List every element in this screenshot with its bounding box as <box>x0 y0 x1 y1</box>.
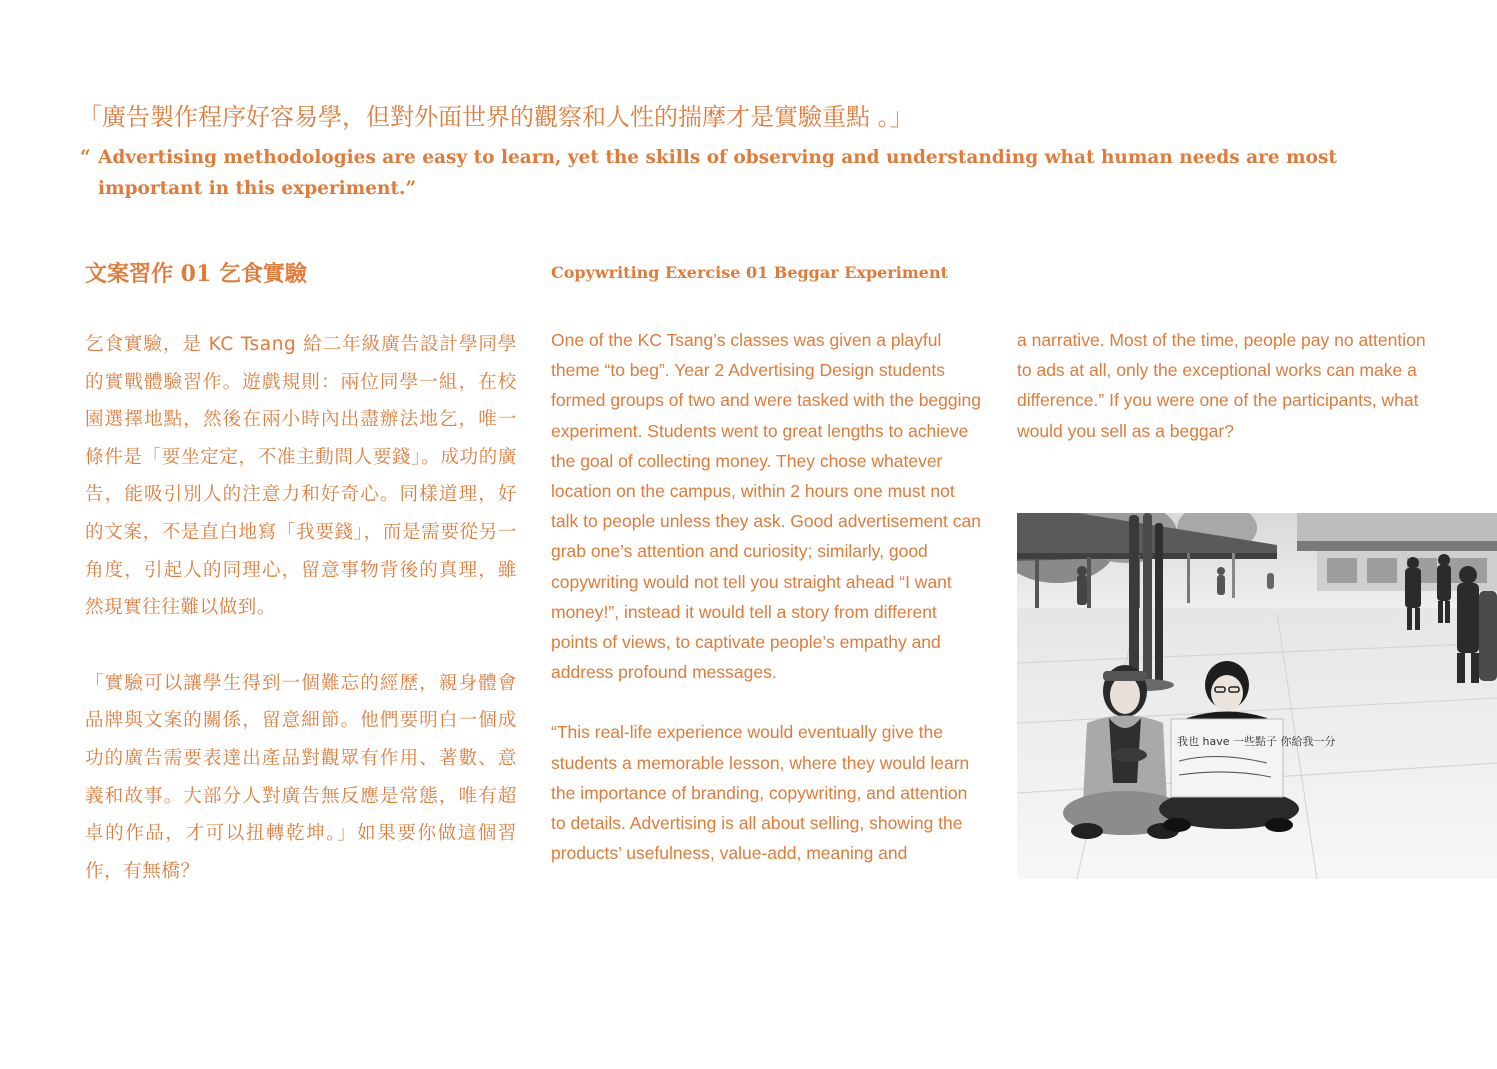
pull-quote-chinese: 「廣告製作程序好容易學，但對外面世界的觀察和人性的揣摩才是實驗重點 。」 <box>78 103 914 131</box>
paragraph-en-1: One of the KC Tsang’s classes was given a playful theme “to beg”. Year 2 Advertising Design students formed groups of two and were tasked with the begging experiment. Students went to great lengths to achieve the goal of collecting money. They chose whatever location on the campus, within 2 hours one must not talk to people unless they ask. Good advertisement can grab one’s attention and curiosity; similarly, good copywriting would not tell you straight ahead “I want money!”, instead it would tell a story from different points of views, to captivate people’s empathy and address profound messages. <box>551 330 981 683</box>
body-column-english-1 <box>551 325 986 868</box>
paragraph-zh-1: 乞食實驗，是 KC Tsang 給二年級廣告設計學同學的實戰體驗習作。遊戲規則：兩位同學一組，在校園選擇地點，然後在兩小時內出盡辦法地乞，唯一條件是「要坐定定，不准主動問人要錢」。成功的廣告，能吸引別人的注意力和好奇心。同樣道理，好的文案，不是直白地寫「我要錢」，而是需要從另一角度，引起人的同理心，留意事物背後的真理，雖然現實往往難以做到。 <box>85 334 517 619</box>
body-column-chinese <box>85 326 517 890</box>
experiment-photo <box>1017 513 1497 879</box>
body-column-english-2 <box>1017 325 1437 446</box>
paragraph-zh-2: 「實驗可以讓學生得到一個難忘的經歷，親身體會品牌與文案的關係，留意細節。他們要明白一個成功的廣告需要表達出產品對觀眾有作用、著數、意義和故事。大部分人對廣告無反應是常態，唯有超卓的作品，才可以扭轉乾坤。」如果要你做這個習作，有無橋？ <box>85 672 517 882</box>
paragraph-en-3: a narrative. Most of the time, people pay no attention to ads at all, only the exceptional works can make a difference.” If you were one of the participants, what would you sell as a beggar? <box>1017 330 1426 441</box>
photo-illustration <box>1017 513 1497 879</box>
pull-quote-english <box>80 142 1420 204</box>
section-heading-chinese: 文案習作 01 乞食實驗 <box>85 261 307 287</box>
sign-text: 我也 have 一些點子 你給我一分 <box>1177 735 1336 748</box>
section-heading-english: Copywriting Exercise 01 Beggar Experiment <box>551 263 948 282</box>
pull-quote-english-text: Advertising methodologies are easy to learn, yet the skills of observing and understanding what human needs are most important in this experiment.” <box>98 147 1337 199</box>
paragraph-en-2: “This real-life experience would eventually give the students a memorable lesson, where they would learn the importance of branding, copywriting, and attention to details. Advertising is all about selling, showing the products’ usefulness, value-add, meaning and <box>551 722 970 864</box>
open-quote-mark: “ <box>80 147 91 168</box>
